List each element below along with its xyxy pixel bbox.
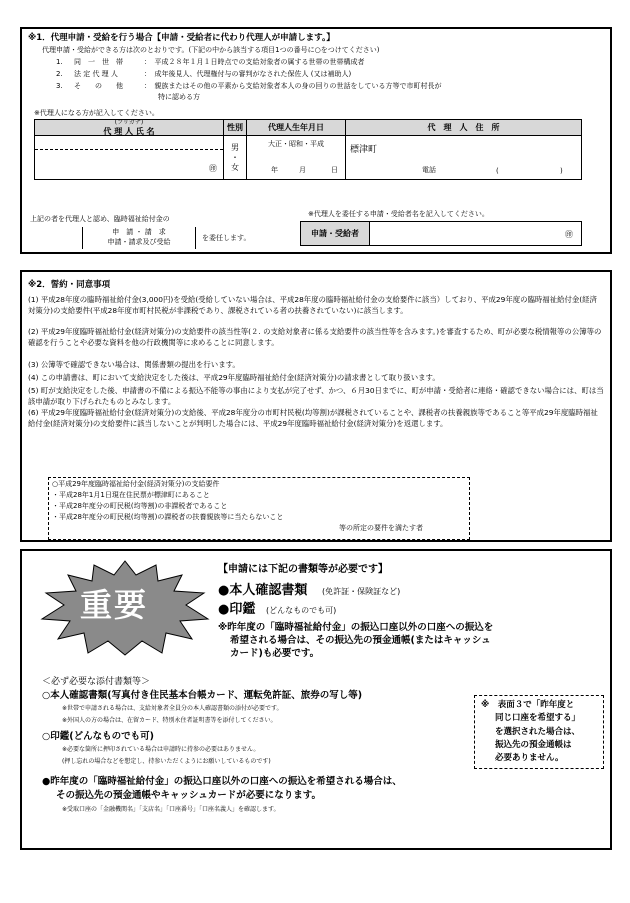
address-town: 標津町 bbox=[350, 145, 378, 155]
delegate-option-1[interactable]: 申 請 ・ 請 求 bbox=[112, 228, 166, 236]
must-seal: ○印鑑(どんなものでも可) bbox=[42, 731, 154, 742]
delegate-note: ※代理人を委任する申請・受給者名を記入してください。 bbox=[308, 210, 489, 218]
proxy-table-note: ※代理人になる方が記入してください。 bbox=[34, 109, 159, 117]
required-bankbook-1: ※昨年度の「臨時福祉給付金」の振込口座以外の口座への振込を bbox=[218, 622, 494, 633]
required-id-docs-sub: (免許証・保険証など) bbox=[322, 587, 401, 596]
side-note-4: 振込先の預金通帳は bbox=[495, 740, 572, 750]
header-furigana: (フリガナ) bbox=[114, 119, 144, 126]
applicant-table bbox=[300, 221, 582, 246]
proxy-item-2-label: 法 定 代 理 人 bbox=[74, 70, 118, 78]
side-note-3: を選択された場合は、 bbox=[495, 727, 581, 737]
pledge-item-1: (1) 平成28年度の臨時福祉給付金(3,000円)を受給(受給していない場合は、平成28年度の臨時福祉給付金の支給要件に該当）しており、平成29年度の臨時福祉給付金(経済対策分)の支給要件(平成28年度市町村民税が非課税であり、課税されている者の扶養されていない)に該当します。 bbox=[28, 295, 597, 315]
proxy-item-2-text: ： 成年後見人、代理権付与の審判がなされた保佐人 (又は補助人) bbox=[144, 70, 352, 78]
must-docs-title: ＜必ず必要な添付書類等＞ bbox=[42, 677, 151, 687]
must-seal-note-1: ※必要な箇所に押印されている場合は申請時に持参の必要はありません。 bbox=[62, 746, 260, 753]
proxy-item-3-text2: 特に認める方 bbox=[158, 93, 200, 101]
must-id-note-2: ※外国人の方の場合は、在留カード、特別永住者証明書等を添付してください。 bbox=[62, 717, 277, 724]
proxy-seal-mark: ㊞ bbox=[209, 164, 217, 173]
side-note-1: ※ 表面３で「昨年度と bbox=[481, 700, 575, 710]
proxy-item-3-text: ： 親族またはその他の平素から支給対象者本人の身の回りの世話をしている方等で市町村長が bbox=[144, 82, 442, 90]
header-gender: 性別 bbox=[224, 120, 247, 136]
pledge-item-5: (5) 町が支給決定をした後、申請書の不備による振込不能等の事由により支払が完了せず、かつ、６月30日までに、町が申請・受給者に連絡・確認できない場合には、町は当該申請が取り下げられたものとみなします。 bbox=[28, 386, 604, 406]
required-bankbook-2: 希望される場合は、その振込先の預金通帳(またはキャッシュ bbox=[230, 635, 491, 646]
pledge-item-3: (3) 公簿等で確認できない場合は、関係書類の提出を行います。 bbox=[28, 360, 240, 369]
pledge-item-6: (6) 平成29年度臨時福祉給付金(経済対策分)の支給後、平成28年度分の市町村民税(均等割)が課税されていることや、課税者の扶養親族等であること等平成29年度臨時福祉給付金(経済対策分)の支給要件に該当しないことが判明した場合には、平成29年度臨時福祉給付金(経済対策分)を返還します。 bbox=[28, 408, 598, 428]
header-address: 代 理 人 住 所 bbox=[346, 120, 582, 136]
applicant-seal-mark: ㊞ bbox=[565, 230, 573, 239]
required-bankbook-3: カード)も必要です。 bbox=[230, 648, 320, 659]
must-bankbook-note: ※受取口座の「金融機関名」「支店名」「口座番号」「口座名義人」を確認します。 bbox=[62, 806, 280, 813]
proxy-item-1-text: ： 平成２８年１月１日時点での支給対象者の属する世帯の世帯構成者 bbox=[144, 58, 365, 66]
birth-year: 年 bbox=[271, 166, 278, 174]
proxy-address-field[interactable] bbox=[346, 136, 582, 180]
proxy-intro: 代理申請・受給ができる方は次のとおりです。(下記の中から該当する項目1つの番号に○をつけてください) bbox=[42, 46, 380, 54]
birth-era: 大正・昭和・平成 bbox=[268, 140, 324, 148]
proxy-section bbox=[20, 27, 612, 254]
proxy-name-field[interactable] bbox=[35, 136, 224, 180]
required-seal: ●印鑑 bbox=[218, 602, 256, 617]
requirements-title: ○平成29年度臨時福祉給付金(経済対策分)の支給要件 bbox=[52, 480, 220, 488]
proxy-item-3-num[interactable]: 3. bbox=[56, 82, 63, 90]
applicant-label: 申請・受給者 bbox=[301, 222, 370, 246]
phone-open-paren: ( bbox=[496, 167, 499, 175]
side-note-5: 必要ありません。 bbox=[495, 753, 564, 763]
requirements-footer: 等の所定の要件を満たす者 bbox=[339, 524, 423, 532]
must-seal-note-2: (押し忘れの場合などを想定し、持参いただくようにお願いしているものです) bbox=[62, 758, 271, 765]
phone-close-paren: ) bbox=[560, 167, 563, 175]
applicant-name-field[interactable] bbox=[370, 222, 582, 246]
required-id-docs: ●本人確認書類 bbox=[218, 583, 308, 598]
proxy-birth-field[interactable] bbox=[247, 136, 346, 180]
proxy-info-table bbox=[34, 119, 582, 180]
delegate-option-bracket[interactable] bbox=[82, 227, 196, 249]
proxy-section-title: ※1．代理申請・受給を行う場合【申請・受給者に代わり代理人が申請します。】 bbox=[28, 33, 335, 43]
header-name-label: 代 理 人 氏 名 bbox=[103, 127, 155, 136]
must-id-note-1: ※世帯で申請される場合は、支給対象者全員分の本人確認書類の添付が必要です。 bbox=[62, 705, 283, 712]
delegate-text: 上記の者を代理人と認め、臨時福祉給付金の bbox=[30, 215, 170, 223]
gender-male[interactable]: 男 bbox=[231, 142, 239, 152]
delegate-suffix: を委任します。 bbox=[202, 234, 251, 242]
gender-dot: ・ bbox=[231, 152, 239, 162]
required-seal-sub: (どんなものでも可) bbox=[266, 606, 337, 615]
requirement-1: ・平成28年1月1日現在住民票が標津町にあること bbox=[52, 491, 210, 499]
gender-female[interactable]: 女 bbox=[231, 162, 239, 172]
phone-label: 電話 bbox=[422, 166, 436, 174]
must-bankbook-2: その振込先の預金通帳やキャッシュカードが必要になります。 bbox=[56, 790, 322, 801]
required-heading: 【申請には下記の書類等が必要です】 bbox=[218, 564, 388, 575]
proxy-gender-field[interactable] bbox=[224, 136, 247, 180]
pledge-section bbox=[20, 270, 612, 542]
proxy-item-3-label: そ の 他 bbox=[74, 82, 123, 90]
side-note-2: 同じ口座を希望する」 bbox=[495, 713, 581, 723]
header-birth: 代理人生年月日 bbox=[247, 120, 346, 136]
proxy-item-2-num[interactable]: 2. bbox=[56, 70, 63, 78]
proxy-item-1-label: 同 一 世 帯 bbox=[74, 58, 123, 66]
pledge-item-4: (4) この申請書は、町において支給決定をした後は、平成29年度臨時福祉給付金(経済対策分)の請求書として取り扱います。 bbox=[28, 373, 440, 382]
pledge-title: ※2．誓約・同意事項 bbox=[28, 280, 111, 290]
requirements-box bbox=[48, 477, 470, 540]
requirement-2: ・平成28年度分の町民税(均等割)の非課税者であること bbox=[52, 502, 228, 510]
pledge-item-2: (2) 平成29年度臨時福祉給付金(経済対策分)の支給要件の該当性等(２. の支給対象者に係る支給要件の該当性等を含みます。)を審査するため、町が必要な税情報等の公簿等の確認を行うことや必要な資料を他の行政機関等に求めることに同意します。 bbox=[28, 327, 602, 347]
birth-day: 日 bbox=[331, 166, 338, 174]
must-bankbook-1: ●昨年度の「臨時福祉給付金」の振込口座以外の口座への振込を希望される場合は、 bbox=[42, 776, 402, 787]
delegate-option-2[interactable]: 申請・請求及び受給 bbox=[107, 238, 171, 246]
side-note-box bbox=[474, 695, 604, 769]
requirement-3: ・平成28年度分の町民税(均等割)の課税者の扶養親族等に当たらないこと bbox=[52, 513, 284, 521]
important-label: 重要 bbox=[80, 586, 149, 624]
proxy-item-1-num[interactable]: 1. bbox=[56, 58, 63, 66]
birth-month: 月 bbox=[299, 166, 306, 174]
must-id-docs: ○本人確認書類(写真付き住民基本台帳カード、運転免許証、旅券の写し等) bbox=[42, 690, 363, 701]
header-name bbox=[35, 120, 224, 136]
required-docs-section bbox=[20, 549, 612, 850]
